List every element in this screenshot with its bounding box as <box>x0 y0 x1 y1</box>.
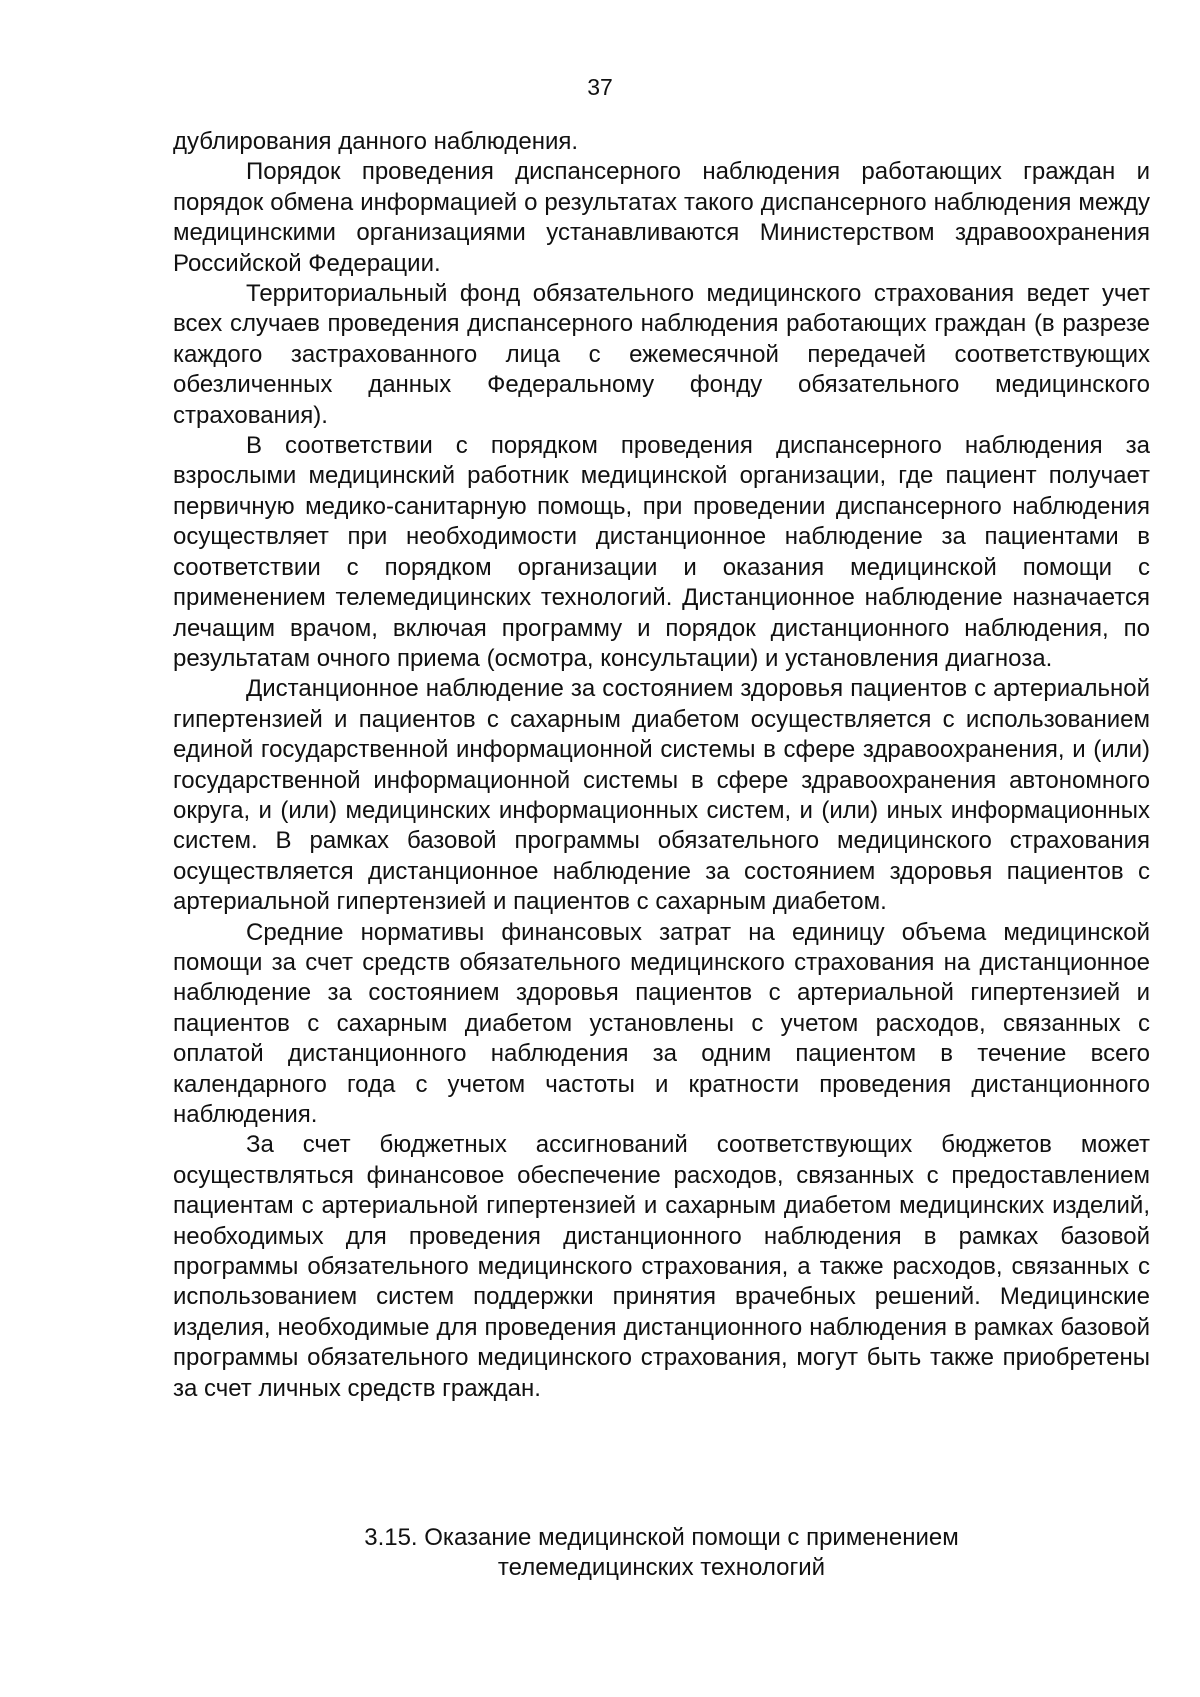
paragraph: Дистанционное наблюдение за состоянием здоровья пациентов с артериальной гипертензией и пациентов с сахарным диабетом осуществляется с использованием единой государственной информационной системы в сфере здравоохранения, и (или) государственной информационной системы в сфере здравоохранения автономного округа, и (или) медицинских информационных систем, и (или) иных информационных систем. В рамках базовой программы обязательного медицинского страхования осуществляется дистанционное наблюдение за состоянием здоровья пациентов с артериальной гипертензией и пациентов с сахарным диабетом. <box>173 675 1150 916</box>
body-text <box>173 127 1150 1404</box>
paragraph: Средние нормативы финансовых затрат на единицу объема медицинской помощи за счет средств обязательного медицинского страхования на дистанционное наблюдение за состоянием здоровья пациентов с артериальной гипертензией и пациентов с сахарным диабетом установлены с учетом расходов, связанных с оплатой дистанционного наблюдения за одним пациентом в течение всего календарного года с учетом частоты и кратности проведения дистанционного наблюдения. <box>173 918 1150 1128</box>
paragraph: Территориальный фонд обязательного медицинского страхования ведет учет всех случаев проведения диспансерного наблюдения работающих граждан (в разрезе каждого застрахованного лица с ежемесячной передачей соответствующих обезличенных данных Федеральному фонду обязательного медицинского страхования). <box>173 280 1150 429</box>
paragraph: В соответствии с порядком проведения диспансерного наблюдения за взрослыми медицинский работник медицинской организации, где пациент получает первичную медико-санитарную помощь, при проведении диспансерного наблюдения осуществляет при необходимости дистанционное наблюдение за пациентами в соответствии с порядком организации и оказания медицинской помощи с применением телемедицинских технологий. Дистанционное наблюдение назначается лечащим врачом, включая программу и порядок дистанционного наблюдения, по результатам очного приема (осмотра, консультации) и установления диагноза. <box>173 432 1150 672</box>
paragraph: За счет бюджетных ассигнований соответствующих бюджетов может осуществляться финансовое обеспечение расходов, связанных с предоставлением пациентам с артериальной гипертензией и сахарным диабетом медицинских изделий, необходимых для проведения дистанционного наблюдения в рамках базовой программы обязательного медицинского страхования, а также расходов, связанных с использованием систем поддержки принятия врачебных решений. Медицинские изделия, необходимые для проведения дистанционного наблюдения в рамках базовой программы обязательного медицинского страхования, могут быть также приобретены за счет личных средств граждан. <box>173 1131 1150 1402</box>
section-heading-line: телемедицинских технологий <box>497 1554 826 1581</box>
paragraph: Порядок проведения диспансерного наблюдения работающих граждан и порядок обмена информацией о результатах такого диспансерного наблюдения между медицинскими организациями устанавливаются Министерством здравоохранения Российской Федерации. <box>173 158 1150 277</box>
section-heading <box>173 1523 1150 1583</box>
page-number: 37 <box>587 74 613 100</box>
section-heading-line: 3.15. Оказание медицинской помощи с применением <box>364 1524 959 1551</box>
paragraph-continuation: дублирования данного наблюдения. <box>173 128 579 155</box>
